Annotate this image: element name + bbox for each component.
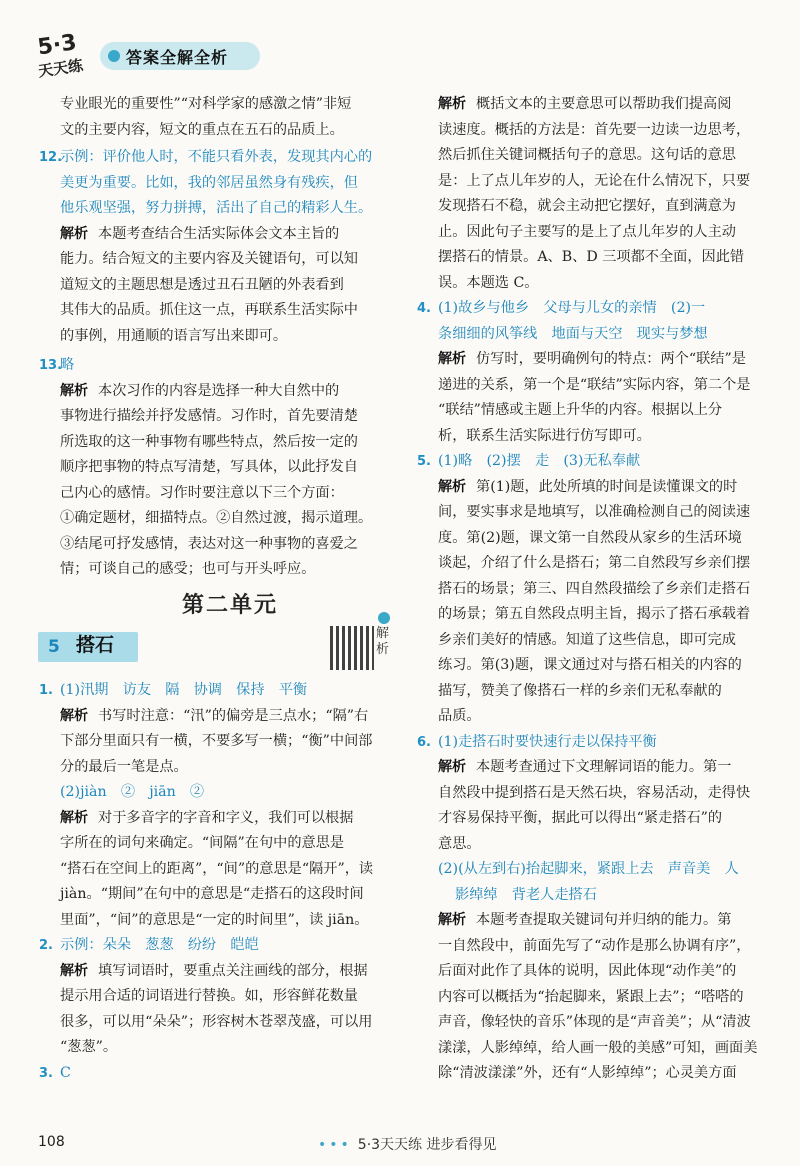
answer-line: (2)jiàn ② jiān ② (60, 784, 205, 800)
answer-line: (1)走搭石时要快速行走以保持平衡 (438, 733, 657, 750)
question-number: 6. (417, 734, 431, 750)
text-line: 是：上了点儿年岁的人，无论在什么情况下，只要 (438, 172, 751, 189)
text-line: 第(1)题，此处所填的时间是读懂课文的时 (476, 478, 738, 495)
unit-title: 第二单元 (181, 592, 278, 618)
text-line: 能力。结合短文的主要内容及关键语句，可以知 (60, 251, 358, 267)
question-number: 12. (39, 150, 63, 165)
brand-logo (36, 28, 96, 80)
footer-slogan (318, 1134, 497, 1154)
analysis-label: 解析 (60, 962, 88, 979)
answer-line: (2)(从左到右)抬起脚来，紧跟上去 声音美 人 (438, 861, 739, 877)
text-line: 除“清波漾漾”外，还有“人影绰绰”；心灵美方面 (438, 1065, 737, 1081)
text-line: 声音，像轻快的音乐”体现的是“声音美”；从“清波 (438, 1014, 751, 1030)
text-line: 一自然段中，前面先写了“动作是那么协调有序”， (438, 937, 751, 954)
lesson-header (38, 626, 400, 672)
text-line: “葱葱”。 (60, 1039, 118, 1055)
text-line: jiàn。“期间”在句中的意思是“走搭石的这段时间 (60, 886, 364, 902)
text-line: ①确定题材，细描特点。②自然过渡，揭示道理。 (60, 510, 373, 526)
svg-text:天天练: 天天练 (37, 56, 85, 80)
analysis-label: 解析 (60, 809, 88, 826)
text-line: 发现搭石不稳，就会主动把它摆好，直到满意为 (438, 198, 736, 214)
text-line: 自然段中提到搭石是天然石块，容易活动，走得快 (438, 784, 751, 801)
text-line: 描写，赞美了像搭石一样的乡亲们无私奉献的 (438, 682, 722, 699)
text-line: 意思。 (438, 835, 481, 852)
text-line: 才容易保持平衡，据此可以得出“紧走搭石”的 (438, 810, 723, 826)
text-line: 很多，可以用“朵朵”；形容树木苍翠茂盛，可以用 (60, 1013, 373, 1030)
slogan-text: 5·3天天练 进步看得见 (357, 1137, 497, 1153)
analysis-label: 解析 (60, 707, 88, 724)
text-line: 其伟大的品质。抓住这一点，再联系生活实际中 (60, 302, 358, 318)
text-line: 练习。第(3)题，课文通过对与搭石相关的内容的 (438, 657, 742, 673)
question-3 (39, 1061, 400, 1087)
answer-line: 略 (60, 357, 75, 373)
qr-label: 解析 (376, 626, 390, 657)
analysis-label: 解析 (438, 96, 466, 112)
text-line: 文的主要内容，短文的重点在五石的品质上。 (60, 121, 344, 138)
text-line: 顺序把事物的特点写清楚，写具体，以此抒发自 (60, 459, 358, 475)
question-13 (39, 353, 400, 583)
play-icon[interactable] (378, 612, 390, 624)
text-line: 止。因此句子主要写的是上了点儿年岁的人主动 (438, 223, 736, 240)
text-line: 分的最后一笔是点。 (60, 758, 188, 775)
answer-line: 美更为重要。比如，我的邻居虽然身有残疾，但 (60, 174, 358, 191)
question-number: 5. (417, 454, 431, 469)
question-6 (417, 730, 780, 1087)
answer-line: 示例：朵朵 葱葱 纷纷 皑皑 (60, 937, 259, 953)
question-number: 2. (39, 938, 53, 953)
question-4 (417, 296, 780, 449)
text-line: 字所在的词句来确定。“间隔”在句中的意思是 (60, 835, 345, 851)
text-line: 谈起，介绍了什么是搭石；第二自然段写乡亲们摆 (438, 555, 751, 571)
text-line: 专业眼光的重要性”“对科学家的感激之情”非短 (60, 96, 352, 112)
analysis-label: 解析 (438, 351, 466, 367)
text-line: 填写词语时，要重点关注画线的部分，根据 (98, 962, 368, 979)
text-line: 摆搭石的情景。A、B、D 三项都不全面，因此错 (438, 249, 745, 265)
text-line: 本题考查结合生活实际体会文本主旨的 (98, 225, 340, 242)
text-line: 品质。 (438, 708, 481, 724)
text-line: 析，联系生活实际进行仿写即可。 (438, 427, 651, 444)
lesson-number: 5 (48, 637, 60, 657)
answer-line: 条细细的风筝线 地面与天空 现实与梦想 (438, 325, 708, 342)
answer-line: (1)汛期 访友 隔 协调 保持 平衡 (60, 682, 308, 698)
text-line: 乡亲们美好的情感。知道了这些信息，即可完成 (438, 631, 736, 648)
text-line: 情；可谈自己的感受；也可与开头呼应。 (60, 561, 316, 577)
lesson-title: 搭石 (76, 634, 115, 656)
question-5 (417, 449, 780, 730)
text-line: 本次习作的内容是选择一种大自然中的 (98, 382, 340, 399)
text-line: 漾漾，人影绰绰，给人画一般的美感”可知，画面美 (438, 1039, 758, 1056)
analysis-label: 解析 (60, 225, 88, 242)
text-line: 然后抓住关键词概括句子的意思。这句话的意思 (438, 147, 736, 163)
text-line: 间，要实事求是地填写，以准确检测自己的阅读速 (438, 504, 751, 520)
text-line: 下部分里面只有一横，不要多写一横；“衡”中间部 (60, 733, 373, 749)
answer-line: (1)略 (2)摆 走 (3)无私奉献 (438, 453, 641, 469)
text-line: ③结尾可抒发感情，表达对这一种事物的喜爱之 (60, 535, 358, 552)
continued-analysis (60, 92, 400, 143)
text-line: 度。第(2)题，课文第一自然段从家乡的生活环境 (438, 529, 742, 546)
right-column (417, 92, 780, 1087)
text-line: 后面对此作了具体的说明，因此体现“动作美”的 (438, 963, 737, 979)
page-number: 108 (38, 1134, 65, 1150)
text-line: 事物进行描绘并抒发感情。习作时，首先要清楚 (60, 408, 358, 424)
text-line: 道短文的主题思想是透过丑石丑陋的外表看到 (60, 276, 344, 293)
analysis-label: 解析 (438, 912, 466, 928)
text-line: 递进的关系，第一个是“联结”实际内容，第二个是 (438, 376, 751, 393)
text-line: 的场景；第五自然段点明主旨，揭示了搭石承载着 (438, 606, 751, 622)
question-2 (39, 933, 400, 1061)
analysis-label: 解析 (438, 478, 466, 495)
text-line: 仿写时，要明确例句的特点：两个“联结”是 (476, 351, 746, 367)
answer-line: (1)故乡与他乡 父母与儿女的亲情 (2)一 (438, 300, 706, 316)
text-line: 概括文本的主要意思可以帮助我们提高阅 (476, 96, 732, 112)
text-line: 读速度。概括的方法是：首先要一边读一边思考， (438, 121, 751, 138)
text-line: 的事例，用通顺的语言写出来即可。 (60, 327, 288, 344)
page-footer (0, 1134, 800, 1156)
question-1 (39, 678, 400, 933)
qr-code-icon[interactable] (330, 626, 374, 670)
svg-text:5·3: 5·3 (36, 30, 79, 61)
text-line: 所选取的这一种事物有哪些特点，然后按一定的 (60, 433, 358, 450)
tag-label: 答案全解全析 (126, 48, 229, 67)
question-number: 1. (39, 683, 53, 698)
tag-dot-icon (108, 50, 120, 62)
text-line: 误。本题选 C。 (438, 274, 539, 291)
question-3-analysis (438, 92, 780, 296)
text-line: 本题考查提取关键词句并归纳的能力。第 (476, 912, 732, 928)
left-column (39, 92, 400, 1086)
text-line: 内容可以概括为“抬起脚来，紧跟上去”；“嗒嗒的 (438, 988, 744, 1005)
analysis-label: 解析 (438, 759, 466, 775)
question-number: 4. (417, 301, 431, 316)
text-line: 搭石的场景；第三、四自然段描绘了乡亲们走搭石 (438, 580, 751, 597)
question-12 (39, 145, 400, 349)
text-line: “联结”情感或主题上升华的内容。根据以上分 (438, 402, 723, 418)
question-number: 13. (39, 358, 63, 373)
text-line: 书写时注意：“汛”的偏旁是三点水；“隔”右 (98, 707, 369, 724)
question-number: 3. (39, 1065, 53, 1081)
text-line: 对于多音字的字音和字义，我们可以根据 (98, 809, 354, 826)
answer-line: 示例：评价他人时，不能只看外表，发现其内心的 (60, 149, 373, 165)
answer-line: C (60, 1064, 71, 1081)
text-line: 提示用合适的词语进行替换。如，形容鲜花数量 (60, 988, 358, 1004)
text-line: 里面”，“间”的意思是“一定的时间里”，读 jiān。 (60, 911, 369, 928)
text-line: 本题考查通过下文理解词语的能力。第一 (476, 759, 732, 775)
answer-line: 他乐观坚强，努力拼搏，活出了自己的精彩人生。 (60, 200, 373, 216)
dots-icon: ••• (318, 1137, 352, 1153)
answer-tag (100, 42, 260, 70)
analysis-label: 解析 (60, 382, 88, 399)
text-line: 己内心的感情。习作时要注意以下三个方面： (60, 484, 344, 501)
text-line: “搭石在空间上的距离”，“间”的意思是“隔开”，读 (60, 860, 374, 877)
answer-line: 影绰绰 背老人走搭石 (455, 886, 597, 903)
